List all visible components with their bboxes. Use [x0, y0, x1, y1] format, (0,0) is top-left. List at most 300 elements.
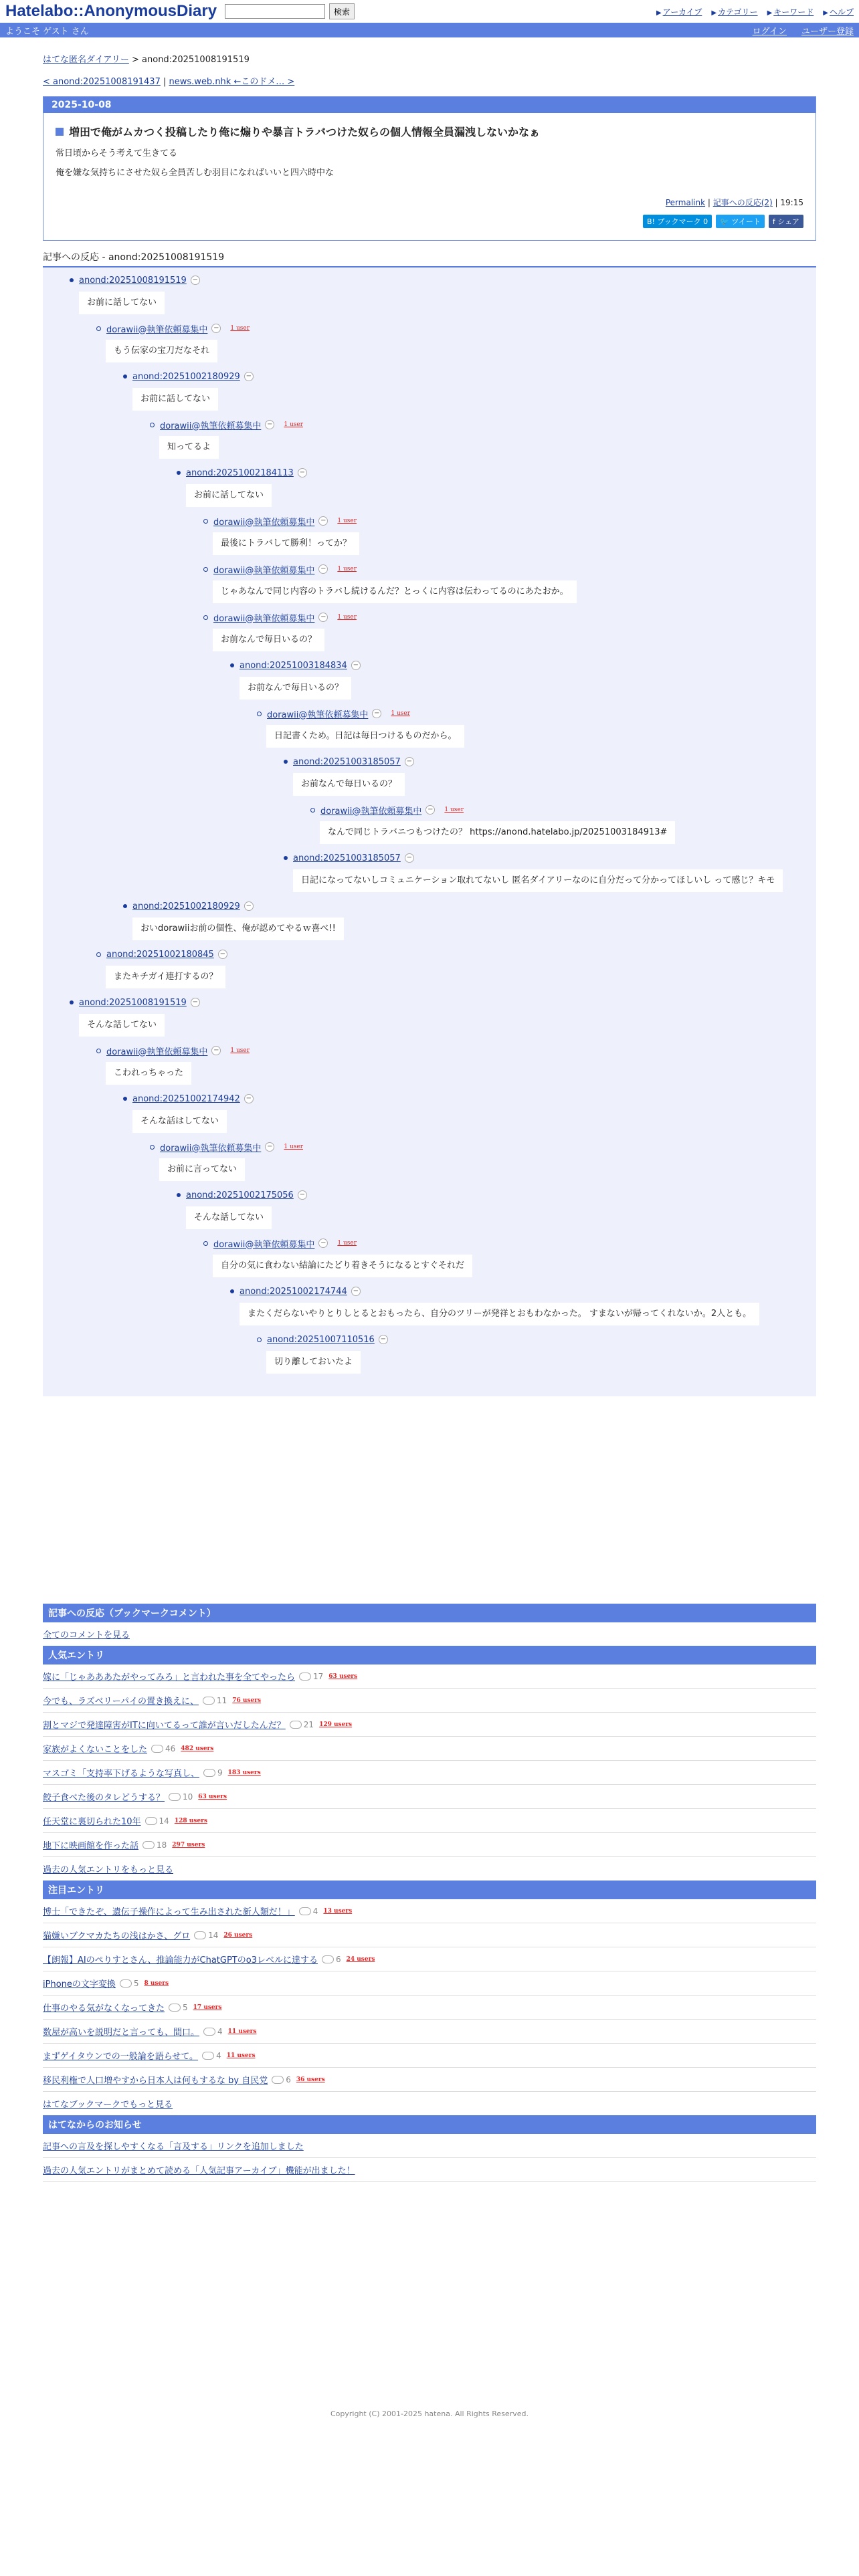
reaction-text: じゃあなんで同じ内容のトラバし続けるんだ？とっくに内容は伝わってるのにあたおか。	[213, 580, 577, 603]
next-entry-link[interactable]: news.web.nhk ←このドメ… >	[169, 77, 295, 87]
popular-more-link[interactable]: 過去の人気エントリをもっと見る	[43, 1865, 174, 1875]
reactions-link[interactable]: 記事への反応(2)	[712, 198, 773, 207]
reaction-text: なんで同じトラバニつもつけたの？ https://anond.hatelabo.jp/20251003184913#	[320, 821, 675, 844]
bullet-icon	[203, 615, 208, 620]
notable-title: 注目エントリ	[43, 1881, 816, 1899]
collapse-icon[interactable]: −	[191, 276, 200, 285]
reaction-header-line	[284, 754, 816, 769]
entry-row	[43, 1785, 816, 1809]
bullet-icon	[203, 1241, 208, 1246]
reaction-text: お前に話してない	[186, 484, 272, 507]
users-badge[interactable]: 36 users	[296, 2076, 325, 2083]
entry-link[interactable]: 任天堂に裏切られた10年	[43, 1817, 141, 1827]
collapse-icon[interactable]: −	[265, 420, 274, 429]
speech-bubble-icon	[203, 2028, 215, 2036]
entry-row	[43, 1713, 816, 1737]
users-badge[interactable]: 11 users	[227, 2028, 257, 2035]
collapse-icon[interactable]: −	[218, 950, 227, 959]
bullet-icon	[257, 1337, 262, 1342]
users-badge[interactable]: 183 users	[227, 1769, 261, 1776]
speech-bubble-icon	[145, 1817, 157, 1825]
users-badge[interactable]: 13 users	[323, 1907, 353, 1915]
collapse-icon[interactable]: −	[265, 1142, 274, 1152]
collapse-icon[interactable]: −	[298, 468, 307, 477]
reaction-item	[177, 465, 816, 514]
register-link[interactable]: ユーザー登録	[801, 26, 854, 37]
bookmark-users-link[interactable]: 1 user	[337, 518, 357, 524]
bookmark-users-link[interactable]: 1 user	[391, 710, 411, 717]
nav-keyword-link[interactable]: キーワード	[773, 7, 814, 17]
reaction-link[interactable]: dorawii@執筆依頼募集中	[213, 517, 315, 528]
entry-time: 19:15	[780, 198, 803, 207]
users-badge[interactable]: 482 users	[181, 1745, 214, 1752]
reaction-header-line	[177, 1188, 816, 1202]
entry-row	[43, 2068, 816, 2092]
welcome-bar	[0, 23, 859, 37]
collapse-icon[interactable]: −	[211, 324, 221, 333]
entry-line: 俺を嫌な気持ちにさせた奴ら全員苦しむ羽目になればいいと四六時中な	[56, 168, 335, 178]
bullet-icon	[96, 326, 101, 331]
speech-bubble-icon	[322, 1955, 334, 1963]
reaction-header-line	[150, 417, 816, 432]
comment-count	[169, 1792, 193, 1802]
reaction-header-line	[123, 899, 816, 914]
reaction-header-line	[230, 1284, 816, 1299]
reaction-link[interactable]: anond:20251007110516	[267, 1334, 375, 1345]
entry-link[interactable]: 割とマジで発達障害がITに向いてるって誰が言いだしたんだ？	[43, 1721, 286, 1731]
reaction-item	[203, 562, 816, 610]
entry-link[interactable]: 地下に映画館を作った話	[43, 1841, 139, 1851]
bullet-icon	[150, 1145, 155, 1150]
reaction-item	[230, 658, 816, 706]
reaction-text: 切り離しておいたよ	[266, 1351, 361, 1374]
triangle-icon: ▶	[711, 9, 717, 17]
reaction-text: またキチガイ連打するの？	[106, 966, 225, 988]
news-title: はてなからのお知らせ	[43, 2115, 816, 2134]
entry-row	[43, 1923, 816, 1947]
prev-entry-link[interactable]: < anond:20251008191437	[43, 77, 161, 87]
reaction-text: 最後にトラバして勝利！ってか？	[213, 532, 359, 555]
reaction-link[interactable]: dorawii@執筆依頼募集中	[213, 1239, 315, 1250]
facebook-icon: f	[772, 217, 775, 226]
reaction-header-line	[96, 947, 816, 962]
entry-link[interactable]: 移民利権で人口増やすから日本人は何もするな by 自民党	[43, 2076, 268, 2086]
comment-count	[202, 2051, 221, 2060]
comment-count-value: 14	[208, 1930, 219, 1940]
reaction-header-line	[123, 369, 816, 384]
comment-count-value: 11	[216, 1695, 227, 1705]
reaction-item	[203, 1236, 816, 1284]
bullet-icon	[230, 1289, 234, 1293]
reaction-text: またくだらないやりとりしとるとおもったら、自分のツリーが発祥とおもわなかった。 すまないが帰ってくれないか。2人とも。	[240, 1303, 759, 1325]
comment-count-value: 17	[313, 1671, 324, 1681]
entry-link[interactable]: 仕事のやる気がなくなってきた	[43, 2004, 165, 2014]
speech-bubble-icon	[203, 1697, 215, 1705]
reaction-item	[70, 995, 816, 1043]
comment-count	[299, 1907, 318, 1916]
entry-row	[43, 1899, 816, 1923]
reaction-item	[177, 1188, 816, 1236]
users-badge[interactable]: 17 users	[193, 2004, 222, 2011]
reaction-tree	[43, 267, 816, 1396]
reaction-link[interactable]: dorawii@執筆依頼募集中	[213, 613, 315, 624]
bullet-icon	[123, 904, 127, 908]
entry-row	[43, 1833, 816, 1857]
users-badge[interactable]: 24 users	[346, 1955, 375, 1963]
nav-help[interactable]	[823, 6, 854, 17]
users-badge[interactable]: 8 users	[144, 1979, 169, 1987]
reaction-link[interactable]: anond:20251003184834	[240, 660, 347, 671]
reaction-header-line	[203, 562, 816, 576]
comment-count-value: 4	[216, 2050, 221, 2060]
reaction-text: そんな話してない	[186, 1206, 272, 1229]
reaction-header-line	[177, 465, 816, 480]
comment-count-value: 18	[157, 1840, 167, 1850]
reaction-item	[150, 417, 816, 465]
users-badge[interactable]: 63 users	[198, 1793, 227, 1800]
reaction-link[interactable]: dorawii@執筆依頼募集中	[160, 1143, 262, 1154]
entry-row	[43, 2044, 816, 2068]
news-link[interactable]: 記事への言及を探しやすくなる「言及する」リンクを追加しました	[43, 2142, 304, 2152]
breadcrumb-separator: >	[131, 55, 139, 65]
entry-row	[43, 2020, 816, 2044]
collapse-icon[interactable]: −	[318, 1239, 328, 1248]
entry-link[interactable]: 数屋が高いを説明だと言っても、間口。	[43, 2028, 200, 2038]
bullet-icon	[96, 952, 101, 957]
speech-bubble-icon	[169, 2004, 181, 2012]
comment-count	[299, 1672, 323, 1681]
reaction-text: 日記書くため。日記は毎日つけるものだから。	[266, 725, 464, 748]
entry-line: 常日頃からそう考えて生きてる	[56, 148, 178, 158]
news-item	[43, 2134, 816, 2158]
bullet-icon	[96, 1049, 101, 1053]
bullet-icon	[203, 519, 208, 524]
entry-row	[43, 1996, 816, 2020]
reaction-header-line	[203, 514, 816, 528]
notable-more-row	[43, 2092, 816, 2115]
entry-row	[43, 1947, 816, 1971]
footer: Copyright (C) 2001-2025 hatena. All Rights Reserved.	[330, 2409, 529, 2418]
comment-count-value: 5	[183, 2002, 188, 2012]
entry-row	[43, 1809, 816, 1833]
popular-list	[43, 1665, 816, 1857]
prev-next-separator: |	[163, 77, 167, 87]
top-nav	[656, 6, 854, 17]
entry-link[interactable]: iPhoneの文字変換	[43, 1979, 116, 1990]
reaction-text: おいdorawiiお前の個性、俺が認めてやるｗ喜べ!!	[132, 918, 344, 940]
reaction-text: お前に言ってない	[159, 1158, 245, 1181]
reaction-link[interactable]: dorawii@執筆依頼募集中	[160, 421, 262, 431]
bookmark-users-link[interactable]: 1 user	[284, 1144, 304, 1150]
speech-bubble-icon	[169, 1793, 181, 1801]
reaction-text: お前に話してない	[132, 388, 218, 411]
entry-link[interactable]: 家族がよくないことをした	[43, 1745, 148, 1755]
bullet-icon	[284, 856, 288, 860]
news-item	[43, 2158, 816, 2182]
welcome-text: ようこそ ゲスト さん	[5, 26, 89, 37]
comment-count	[203, 1768, 223, 1778]
collapse-icon[interactable]: −	[351, 661, 361, 670]
reaction-header-line	[230, 658, 816, 673]
bookmark-users-link[interactable]: 1 user	[230, 325, 250, 332]
breadcrumb-home[interactable]: はてな匿名ダイアリー	[43, 55, 129, 65]
reaction-text: お前なんで毎日いるの？	[293, 773, 405, 796]
comment-count	[203, 1696, 227, 1705]
nav-help-link[interactable]: ヘルプ	[829, 7, 854, 17]
comment-count-value: 14	[159, 1816, 169, 1826]
breadcrumb-current: anond:20251008191519	[142, 55, 250, 65]
entry-link[interactable]: 博士「できたぞ、遺伝子操作によって生み出された新人類だ！」	[43, 1907, 295, 1917]
nav-archive[interactable]	[656, 6, 702, 17]
reaction-link[interactable]: anond:20251008191519	[79, 275, 187, 286]
breadcrumb	[43, 52, 816, 65]
comment-count	[290, 1720, 314, 1729]
entry-row	[43, 1971, 816, 1996]
reaction-text: 日記になってないしコミュニケーション取れてないし 匿名ダイアリーなのに自分だって分かってほしいし って感じ？キモ	[293, 869, 783, 892]
reaction-link[interactable]: dorawii@執筆依頼募集中	[267, 710, 369, 720]
users-badge[interactable]: 297 users	[172, 1841, 205, 1848]
diary-entry	[43, 96, 816, 241]
bullet-icon	[70, 1000, 74, 1004]
comment-count-value: 6	[335, 1954, 341, 1964]
collapse-icon[interactable]: −	[244, 1094, 254, 1103]
entry-row	[43, 1737, 816, 1761]
nav-category-link[interactable]: カテゴリー	[718, 7, 758, 17]
reaction-text: そんな話はしてない	[132, 1110, 227, 1133]
comment-count-value: 6	[286, 2074, 291, 2084]
entry-link[interactable]: マスゴミ「支持率下げるような写真し、	[43, 1769, 200, 1779]
reaction-text: もう伝家の宝刀だなそれ	[106, 340, 217, 362]
bookmark-users-link[interactable]: 1 user	[337, 566, 357, 572]
users-badge[interactable]: 128 users	[174, 1817, 207, 1824]
collapse-icon[interactable]: −	[244, 901, 254, 911]
collapse-icon[interactable]: −	[405, 757, 414, 766]
bullet-icon	[123, 1097, 127, 1101]
permalink[interactable]: Permalink	[665, 198, 706, 207]
nav-keyword[interactable]	[767, 6, 814, 17]
reaction-link[interactable]: anond:20251002175056	[186, 1190, 294, 1200]
speech-bubble-icon	[120, 1979, 132, 1988]
bookmark-users-link[interactable]: 1 user	[337, 614, 357, 621]
share-label: シェア	[777, 217, 799, 226]
reaction-item	[96, 321, 816, 369]
reaction-link[interactable]: anond:20251002180845	[106, 949, 214, 960]
reaction-header-line	[203, 610, 816, 625]
entry-link[interactable]: 今でも、ラズベリーパイの置き換えに、	[43, 1697, 199, 1707]
top-bar	[0, 0, 859, 23]
site-logo[interactable]: Hatelabo::AnonymousDiary	[5, 2, 217, 20]
reaction-item	[203, 514, 816, 562]
comment-count	[120, 1979, 139, 1988]
reaction-item	[123, 369, 816, 417]
bullet-icon	[177, 1193, 181, 1197]
reaction-header-line	[310, 802, 816, 817]
bullet-icon	[177, 471, 181, 475]
reaction-item	[150, 1140, 816, 1188]
reaction-link[interactable]: dorawii@執筆依頼募集中	[320, 806, 422, 817]
search-input[interactable]	[225, 4, 325, 19]
reaction-text: 知ってるよ	[159, 436, 219, 459]
entry-meta: Permalink | 記事への反応(2) | 19:15	[665, 198, 803, 207]
reaction-link[interactable]: anond:20251002174942	[132, 1093, 240, 1104]
comment-count	[169, 2003, 188, 2012]
reaction-header-line	[123, 1091, 816, 1106]
reaction-link[interactable]: anond:20251008191519	[79, 997, 187, 1008]
reaction-text: こわれっちゃった	[106, 1062, 191, 1085]
notable-list	[43, 1899, 816, 2092]
all-comments-link[interactable]: 全てのコメントを見る	[43, 1630, 130, 1640]
bookmark-users-link[interactable]: 1 user	[230, 1047, 250, 1054]
collapse-icon[interactable]: −	[318, 613, 328, 622]
speech-bubble-icon	[299, 1907, 311, 1915]
reaction-text: お前なんで毎日いるの？	[213, 629, 324, 651]
speech-bubble-icon	[290, 1721, 302, 1729]
triangle-icon: ▶	[656, 9, 662, 17]
reaction-item	[284, 754, 816, 802]
reaction-link[interactable]: anond:20251003185057	[293, 853, 401, 863]
collapse-icon[interactable]: −	[318, 516, 328, 526]
speech-bubble-icon	[272, 2076, 284, 2084]
collapse-icon[interactable]: −	[298, 1190, 307, 1200]
speech-bubble-icon	[202, 2052, 214, 2060]
share-buttons	[56, 215, 803, 228]
reaction-header-line	[70, 995, 816, 1010]
collapse-icon[interactable]: −	[244, 372, 254, 381]
comment-count	[272, 2075, 291, 2084]
reaction-text: 自分の気に食わない結論にたどり着きそうになるとすぐそれだ	[213, 1255, 472, 1277]
speech-bubble-icon	[151, 1745, 163, 1753]
tweet-button[interactable]	[716, 215, 765, 228]
bullet-icon	[257, 712, 262, 716]
nav-archive-link[interactable]: アーカイブ	[662, 7, 702, 17]
reaction-text: お前に話してない	[79, 292, 165, 314]
bullet-icon	[150, 423, 155, 427]
entry-link[interactable]: 餃子食べた後のタレどうする？	[43, 1793, 165, 1803]
reaction-header: 記事への反応 - anond:20251008191519	[43, 247, 816, 267]
news-link[interactable]: 過去の人気エントリがまとめて読める「人気記事アーカイブ」機能が出ました！	[43, 2166, 355, 2176]
collapse-icon[interactable]: −	[379, 1335, 388, 1344]
bullet-icon	[284, 760, 288, 764]
tweet-label: ツイート	[731, 217, 761, 226]
prev-next-nav	[43, 74, 816, 87]
collapse-icon[interactable]: −	[351, 1287, 361, 1296]
users-badge[interactable]: 26 users	[223, 1931, 253, 1939]
collapse-icon[interactable]: −	[425, 805, 435, 815]
users-badge[interactable]: 129 users	[319, 1721, 353, 1728]
comment-count-value: 21	[303, 1719, 314, 1729]
comment-count	[203, 2027, 223, 2036]
search-button[interactable]: 検索	[329, 3, 355, 19]
collapse-icon[interactable]: −	[372, 709, 381, 718]
collapse-icon[interactable]: −	[191, 998, 200, 1007]
comment-count	[151, 1744, 175, 1753]
entry-date: 2025-10-08	[43, 97, 816, 113]
reaction-text: お前なんで毎日いるの？	[240, 677, 351, 700]
reaction-link[interactable]: dorawii@執筆依頼募集中	[213, 565, 315, 576]
reaction-item	[203, 610, 816, 658]
entry-row	[43, 1689, 816, 1713]
reaction-item	[284, 851, 816, 899]
comment-count-value: 4	[312, 1906, 318, 1916]
bullet-icon	[310, 808, 315, 813]
reaction-item	[96, 1043, 816, 1091]
twitter-icon: 🐦	[720, 217, 729, 226]
entry-link[interactable]: 嫁に「じゃあああたがやってみろ」と言われた事を全てやったら	[43, 1673, 296, 1683]
blank-space	[43, 1396, 816, 1597]
reaction-link[interactable]: anond:20251002184113	[186, 467, 294, 478]
notable-more-link[interactable]: はてなブックマークでもっと見る	[43, 2100, 173, 2110]
popular-title: 人気エントリ	[43, 1646, 816, 1665]
comment-count	[145, 1816, 169, 1826]
triangle-icon: ▶	[823, 9, 828, 17]
reaction-link[interactable]: dorawii@執筆依頼募集中	[106, 1047, 208, 1057]
reaction-link[interactable]: anond:20251003185057	[293, 756, 401, 767]
reaction-item	[96, 947, 816, 995]
bullet-icon	[203, 567, 208, 572]
users-badge[interactable]: 76 users	[232, 1697, 262, 1704]
triangle-icon: ▶	[767, 9, 773, 17]
hatena-bookmark-button[interactable]: B! ブックマーク 0	[643, 215, 712, 228]
entry-link[interactable]: 【朗報】AIのぺりすとさん、推論能力がChatGPTのo3レベルに達する	[43, 1955, 318, 1965]
reaction-link[interactable]: anond:20251002180929	[132, 371, 240, 382]
comment-count	[194, 1931, 218, 1940]
nav-category[interactable]	[711, 6, 757, 17]
entry-link[interactable]: まずゲイタウンでの一般論を語らせて。	[43, 2052, 199, 2062]
comment-count-value: 9	[217, 1767, 223, 1778]
bookmark-users-link[interactable]: 1 user	[444, 807, 464, 813]
speech-bubble-icon	[299, 1673, 311, 1681]
bookmark-users-link[interactable]: 1 user	[337, 1240, 357, 1247]
reaction-item	[123, 1091, 816, 1140]
login-link[interactable]: ログイン	[752, 26, 787, 37]
reaction-header-line	[70, 273, 816, 288]
speech-bubble-icon	[142, 1841, 155, 1849]
reaction-item	[70, 273, 816, 321]
reaction-link[interactable]: anond:20251002180929	[132, 901, 240, 911]
entry-link[interactable]: 猫嫌いブクマカたちの浅はかさ、グロ	[43, 1931, 191, 1941]
reaction-item	[123, 899, 816, 947]
bookmark-users-link[interactable]: 1 user	[284, 421, 304, 428]
users-badge[interactable]: 63 users	[328, 1673, 358, 1680]
reaction-item	[257, 706, 816, 754]
all-comments-row	[43, 1622, 816, 1646]
reaction-header-line	[284, 851, 816, 865]
comment-count	[142, 1840, 167, 1850]
main-content	[43, 37, 816, 2418]
entry-title-text: 増田で俺がムカつく投稿したり俺に煽りや暴言トラバつけた奴らの個人情報全員漏洩しないかなぁ	[69, 126, 541, 138]
reaction-header-line	[257, 706, 816, 721]
reaction-link[interactable]: dorawii@執筆依頼募集中	[106, 324, 208, 335]
users-badge[interactable]: 11 users	[226, 2052, 256, 2059]
reaction-header-line	[257, 1332, 816, 1347]
comment-count-value: 10	[183, 1792, 193, 1802]
popular-more-row	[43, 1857, 816, 1881]
collapse-icon[interactable]: −	[318, 564, 328, 574]
collapse-icon[interactable]: −	[405, 853, 414, 863]
reaction-item	[257, 1332, 816, 1380]
comment-count	[322, 1955, 341, 1964]
reaction-header-line	[96, 321, 816, 336]
reaction-text: そんな話してない	[79, 1014, 165, 1037]
reaction-link[interactable]: anond:20251002174744	[240, 1286, 347, 1297]
bullet-icon	[123, 374, 127, 379]
facebook-share-button[interactable]	[769, 215, 803, 228]
reaction-item	[310, 802, 816, 851]
speech-bubble-icon	[203, 1769, 215, 1777]
collapse-icon[interactable]: −	[211, 1046, 221, 1055]
search-form	[225, 3, 355, 19]
reaction-header-line	[203, 1236, 816, 1251]
